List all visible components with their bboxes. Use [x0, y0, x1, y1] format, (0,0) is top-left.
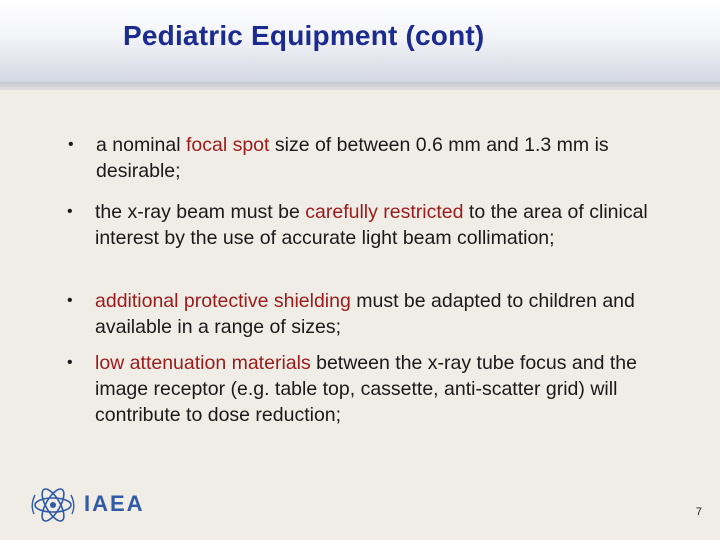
- bullet-text-part: to the area of clinical interest by the use of accurate light beam collimation;: [95, 201, 648, 249]
- slide-title: Pediatric Equipment (cont): [123, 20, 485, 51]
- bullet-text-part: size of between 0.6 mm and 1.3 mm is desirable;: [96, 134, 609, 182]
- bullet-marker: •: [67, 292, 73, 309]
- iaea-logo-text: IAEA: [84, 491, 145, 516]
- bullet-highlight: focal spot: [185, 134, 270, 156]
- bullet-text-part: a nominal: [96, 134, 186, 156]
- bullet-marker: •: [68, 136, 74, 153]
- bullet-item: [67, 350, 685, 428]
- bullet-item: [67, 288, 680, 340]
- bullet-item: [67, 199, 665, 251]
- bullet-marker: •: [67, 203, 73, 220]
- page-number: 7: [695, 506, 702, 518]
- bullet-text-part: the x-ray beam must be: [95, 201, 306, 223]
- bullet-highlight: carefully restricted: [305, 201, 464, 223]
- bullet-text-part: must be adapted to children and available in a range of sizes;: [95, 290, 635, 338]
- bullet-highlight: low attenuation materials: [95, 352, 311, 374]
- bullet-item: [68, 132, 616, 184]
- bullet-marker: •: [67, 354, 73, 371]
- bullet-highlight: additional protective shielding: [95, 290, 351, 312]
- bullet-text-part: between the x-ray tube focus and the image receptor (e.g. table top, cassette, anti-scatter grid) will contribute to dose reduction;: [95, 352, 637, 426]
